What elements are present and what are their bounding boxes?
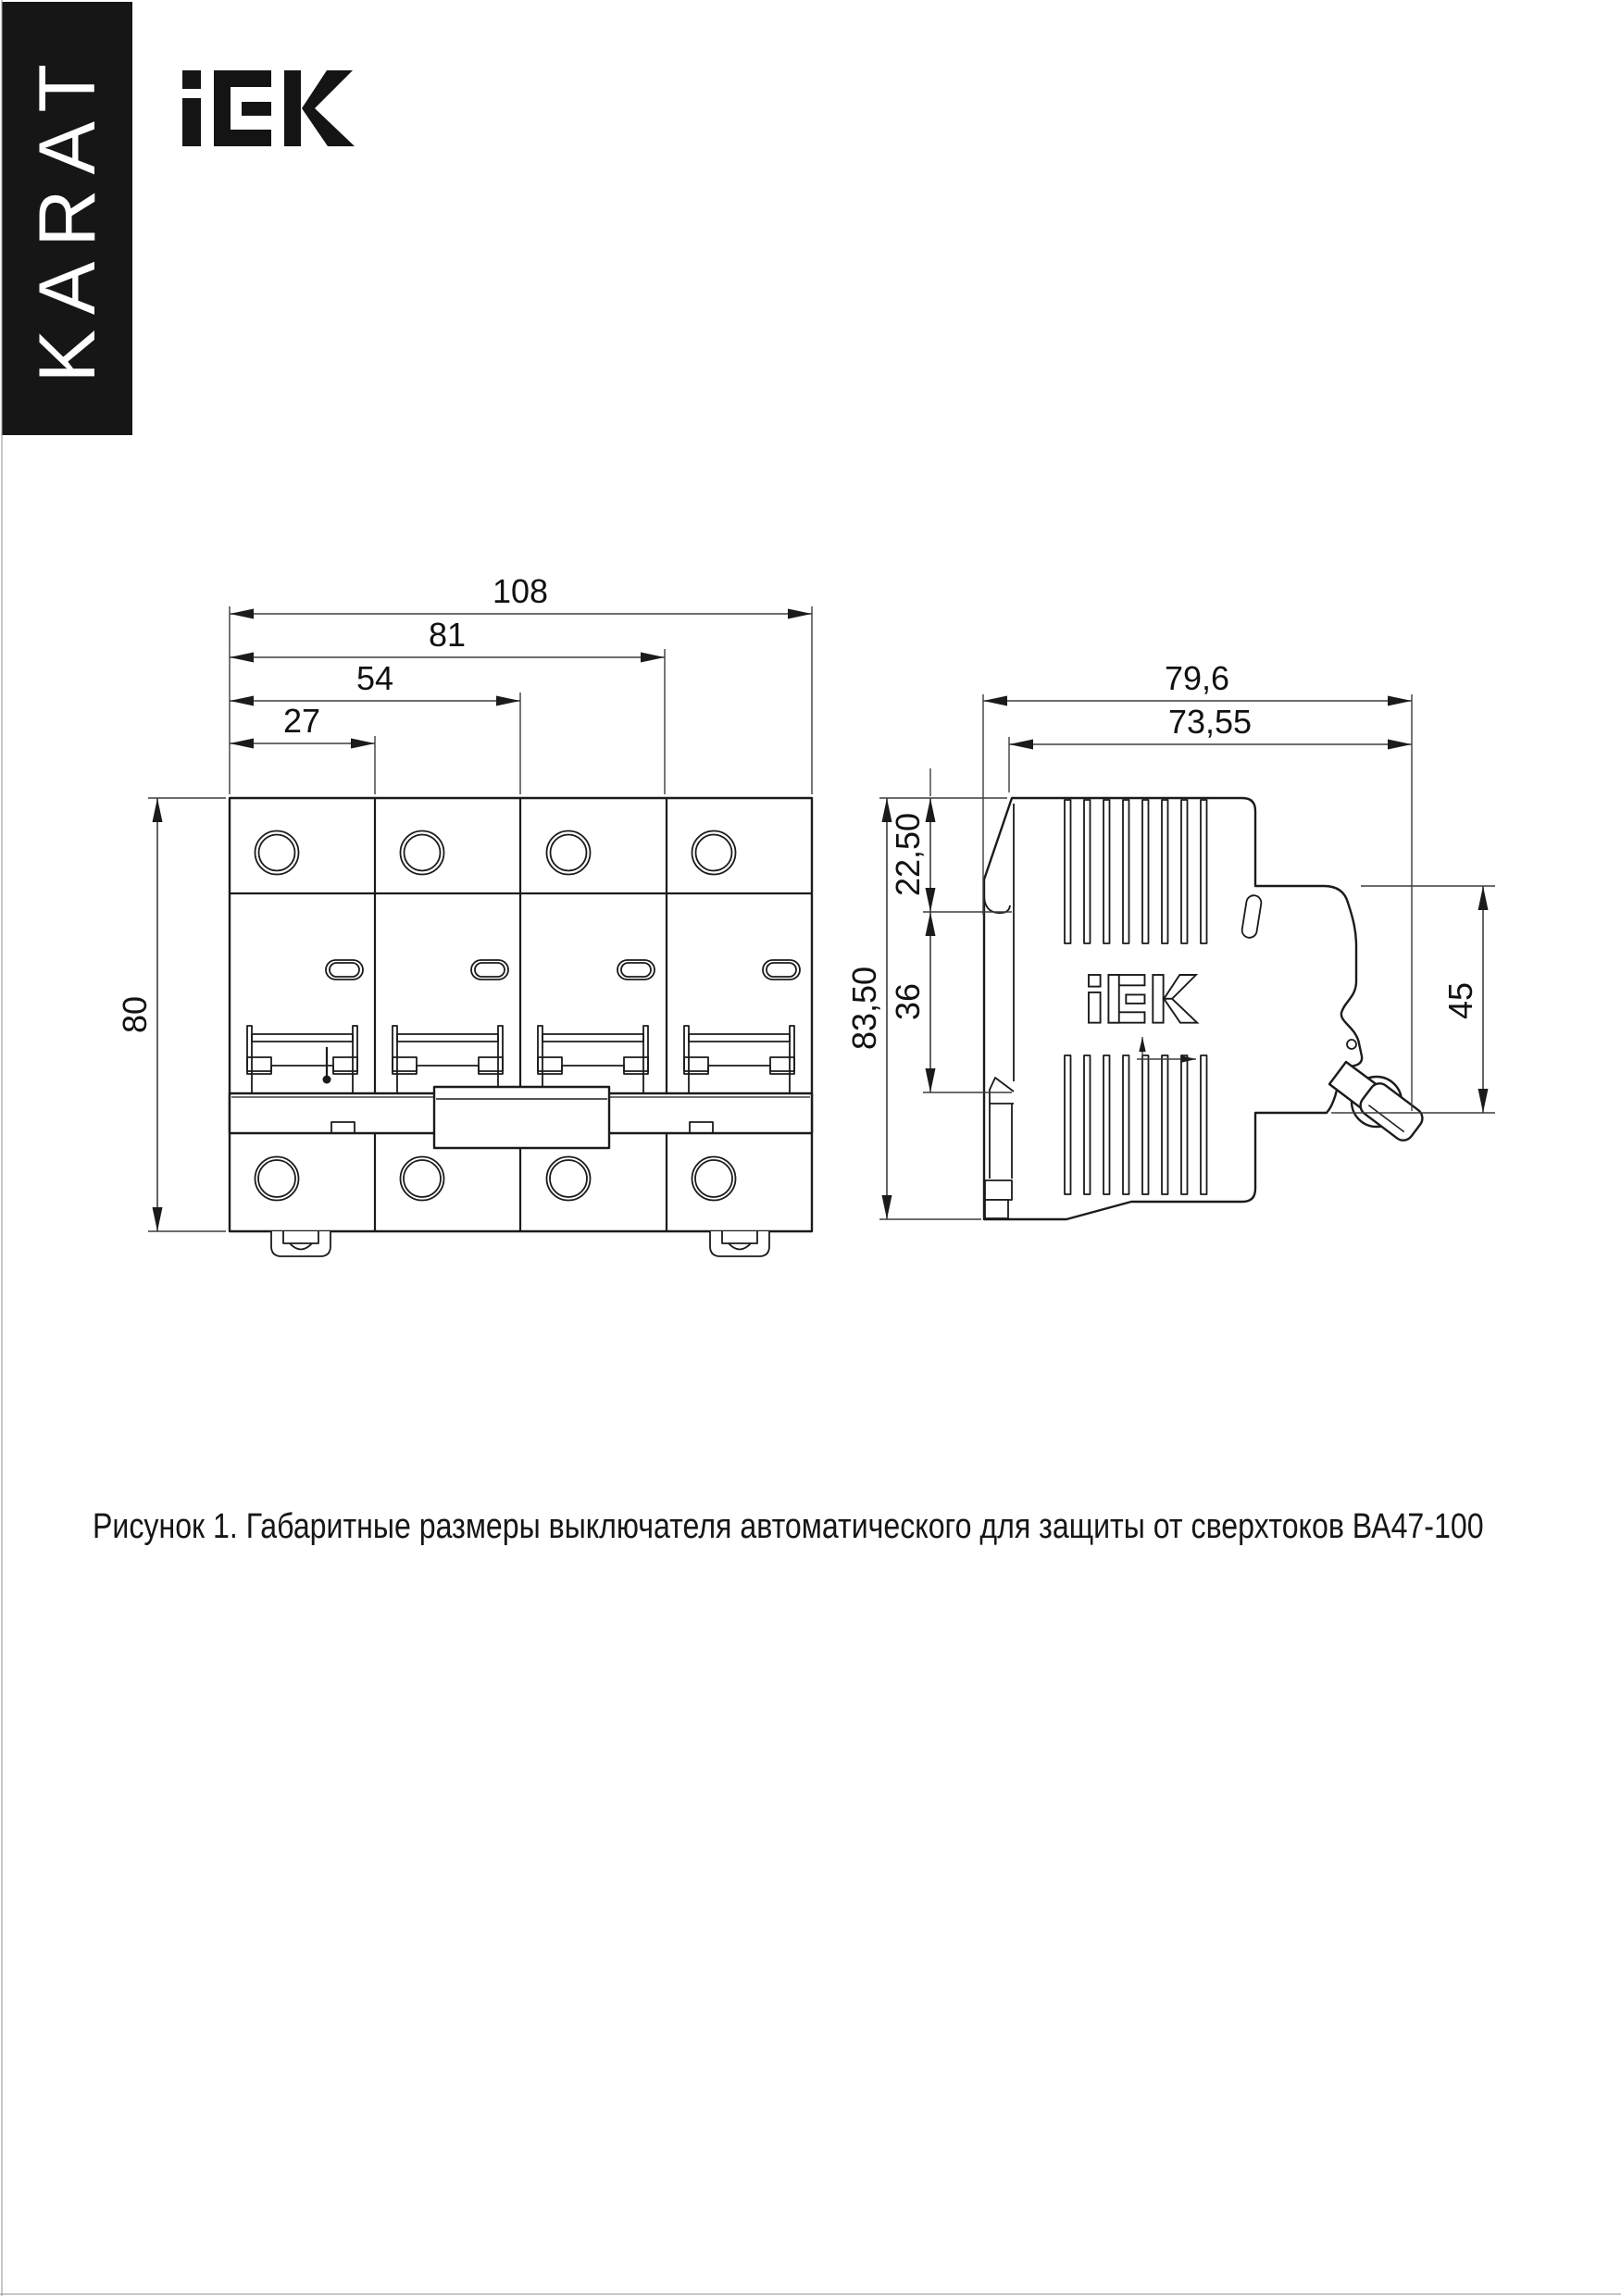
dim-label-22-50: 22,50 bbox=[889, 812, 927, 897]
front-view bbox=[230, 798, 812, 1256]
dim-label-36: 36 bbox=[889, 982, 927, 1021]
din-rail-tab-left bbox=[271, 1231, 330, 1256]
brand-banner-label: KARAT bbox=[22, 48, 112, 383]
page-edge bbox=[1, 0, 3, 2296]
dim-label-27: 27 bbox=[282, 702, 321, 740]
page-edge bbox=[0, 2293, 1621, 2295]
dim-label-45: 45 bbox=[1441, 981, 1479, 1020]
dim-label-83-50: 83,50 bbox=[845, 966, 883, 1051]
figure-caption: Рисунок 1. Габаритные размеры выключателя автоматического для защиты от сверхтоков ВА47-100 bbox=[93, 1507, 1484, 1546]
dim-label-73-55: 73,55 bbox=[1167, 703, 1253, 741]
iek-logo bbox=[182, 70, 358, 148]
side-view bbox=[984, 798, 1427, 1219]
dim-label-80: 80 bbox=[116, 995, 154, 1034]
dim-label-79-6: 79,6 bbox=[1164, 659, 1230, 697]
dim-label-81: 81 bbox=[428, 616, 467, 654]
tie-bar-center-block bbox=[434, 1087, 609, 1148]
dim-label-108: 108 bbox=[492, 572, 549, 610]
din-rail-tab-right bbox=[710, 1231, 769, 1256]
brand-banner bbox=[2, 2, 132, 435]
handle-position-dot bbox=[323, 1076, 331, 1084]
dim-label-54: 54 bbox=[355, 659, 394, 697]
